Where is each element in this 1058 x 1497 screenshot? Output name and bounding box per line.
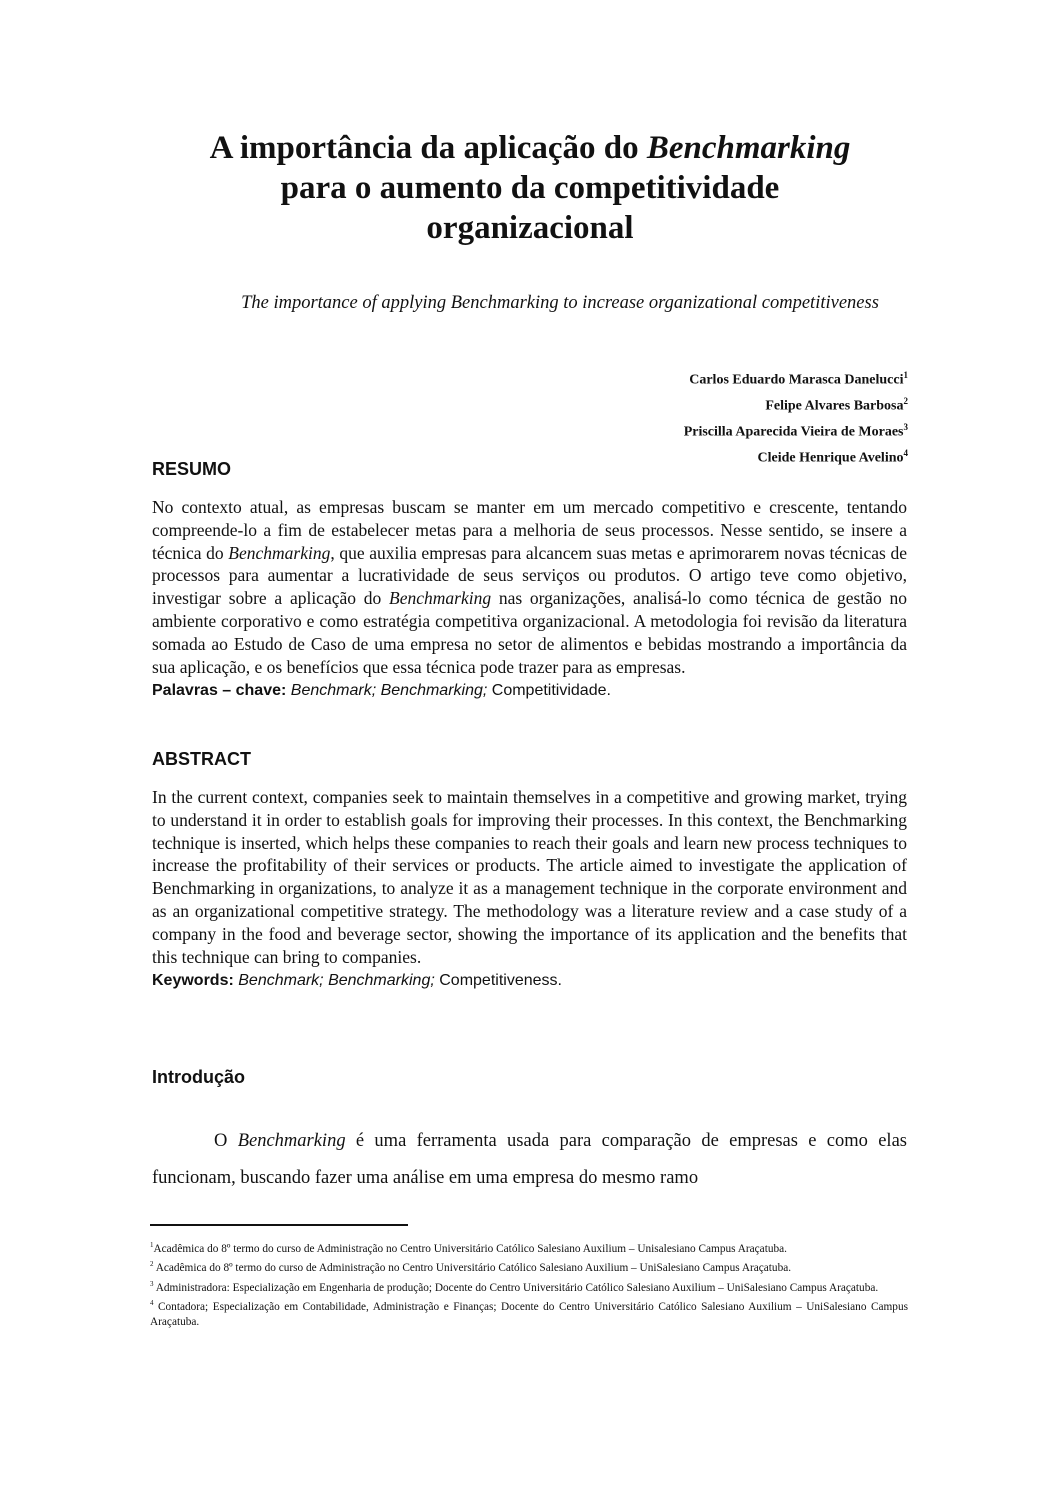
keywords-label: Keywords: bbox=[152, 972, 234, 990]
author-name: Priscilla Aparecida Vieira de Moraes bbox=[683, 424, 904, 440]
footnote-separator bbox=[150, 1224, 408, 1226]
resumo-text bbox=[152, 496, 907, 703]
author-name: Felipe Alvares Barbosa bbox=[765, 398, 904, 414]
author-4 bbox=[684, 443, 908, 469]
introduction-heading: Introdução bbox=[152, 1067, 245, 1087]
footnote-text: Acadêmica do 8º termo do curso de Administração no Centro Universitário Católico Salesiano Auxilium – UniSalesiano Campus Araçatuba. bbox=[153, 1262, 792, 1275]
resumo-text-part: nas organizações, analisá-lo como técnica de gestão no ambiente corporativo e como estratégia competitiva organizacional. A metodologia foi revisão da literatura somada ao Estudo de Caso de uma empresa no setor de alimentos e bebidas mostrando a importância da sua aplicação, e os benefícios que essa técnica pode trazer para as empresas. bbox=[152, 588, 907, 677]
introduction-paragraph bbox=[152, 1123, 907, 1197]
author-2 bbox=[684, 391, 908, 417]
footnote-3 bbox=[150, 1277, 908, 1296]
title-line-1 bbox=[140, 128, 920, 168]
footnote-4 bbox=[150, 1296, 908, 1331]
footnote-mark: 1 bbox=[150, 1241, 154, 1249]
resumo-emphasis: Benchmarking bbox=[389, 588, 492, 609]
footnote-text: Acadêmica do 8º termo do curso de Administração no Centro Universitário Católico Salesiano Auxilium – Unisalesiano Campus Araçatuba. bbox=[153, 1242, 787, 1255]
paper-title bbox=[140, 128, 920, 248]
resumo-text-part: , que auxilia empresas para alcancem suas metas e aprimorarem novas técnicas de processos para aumentar a lucratividade de seus serviços ou produtos. O artigo teve como objetivo, investigar sobre a aplicação do bbox=[152, 542, 907, 609]
title-line-2: para o aumento da competitividade bbox=[280, 170, 780, 206]
keywords-emphasis: Benchmark; Benchmarking; bbox=[238, 972, 435, 990]
english-title: The importance of applying Benchmarking to increase organizational competitiveness bbox=[241, 293, 879, 313]
abstract-text bbox=[152, 786, 907, 993]
intro-text-part: O bbox=[214, 1131, 238, 1151]
author-footnote-mark: 3 bbox=[903, 422, 908, 433]
author-footnote-mark: 1 bbox=[903, 370, 908, 380]
title-line-3: organizacional bbox=[426, 210, 634, 246]
footnote-mark: 3 bbox=[150, 1279, 154, 1288]
author-name: Cleide Henrique Avelino bbox=[757, 451, 904, 467]
author-footnote-mark: 4 bbox=[903, 448, 908, 459]
keywords-label: Palavras – chave: bbox=[152, 682, 287, 700]
footnote-text: Administradora: Especialização em Engenharia de produção; Docente do Centro Universitário Católico Salesiano Auxilium – UniSalesiano Campus Araçatuba. bbox=[153, 1281, 879, 1294]
author-footnote-mark: 2 bbox=[903, 396, 908, 407]
abstract-keywords bbox=[152, 972, 562, 989]
author-name: Carlos Eduardo Marasca Danelucci bbox=[689, 372, 904, 388]
footnote-2 bbox=[150, 1257, 908, 1276]
footnote-mark: 4 bbox=[150, 1298, 154, 1307]
resumo-text-part: No contexto atual, as empresas buscam se manter em um mercado competitivo e crescente, tentando compreende-lo a fim de estabelecer metas para a melhoria de seus processos. Nesse sentido, se insere a técnica do bbox=[152, 497, 907, 563]
author-1 bbox=[684, 365, 908, 391]
footnote-mark: 2 bbox=[150, 1260, 154, 1269]
title-line-1-text: A importância da aplicação do bbox=[209, 130, 647, 166]
footnotes bbox=[150, 1238, 908, 1331]
intro-emphasis: Benchmarking bbox=[237, 1131, 346, 1151]
resumo-keywords bbox=[152, 682, 611, 699]
resumo-heading: RESUMO bbox=[152, 459, 232, 479]
keywords-rest: Competitividade. bbox=[491, 682, 611, 700]
title-emphasis: Benchmarking bbox=[646, 130, 851, 166]
abstract-body: In the current context, companies seek to maintain themselves in a competitive and growing market, trying to understand it in order to establish goals for improving their processes. In this context, the Benchmarking technique is inserted, which helps these companies to reach their goals and learn new process techniques to increase the profitability of their services or products. The article aimed to investigate the application of Benchmarking in organizations, to analyze it as a management technique in the corporate environment and as an organizational competitive strategy. The methodology was a literature review and a case study of a company in the food and beverage sector, showing the importance of its application and the benefits that this technique can bring to companies. bbox=[152, 787, 907, 967]
author-3 bbox=[684, 417, 908, 443]
keywords-emphasis: Benchmark; Benchmarking; bbox=[290, 682, 488, 700]
intro-text-part: é uma ferramenta usada para comparação de empresas e como elas funcionam, buscando fazer uma análise em uma empresa do mesmo ramo bbox=[152, 1131, 907, 1188]
author-list bbox=[684, 365, 908, 470]
footnote-text: Contadora; Especialização em Contabilidade, Administração e Finanças; Docente do Centro Universitário Católico Salesiano Auxilium – UniSalesiano Campus Araçatuba. bbox=[150, 1300, 908, 1329]
footnote-1 bbox=[150, 1238, 908, 1257]
abstract-heading: ABSTRACT bbox=[152, 749, 251, 769]
keywords-rest: Competitiveness. bbox=[439, 972, 562, 990]
resumo-emphasis: Benchmarking bbox=[228, 542, 331, 563]
